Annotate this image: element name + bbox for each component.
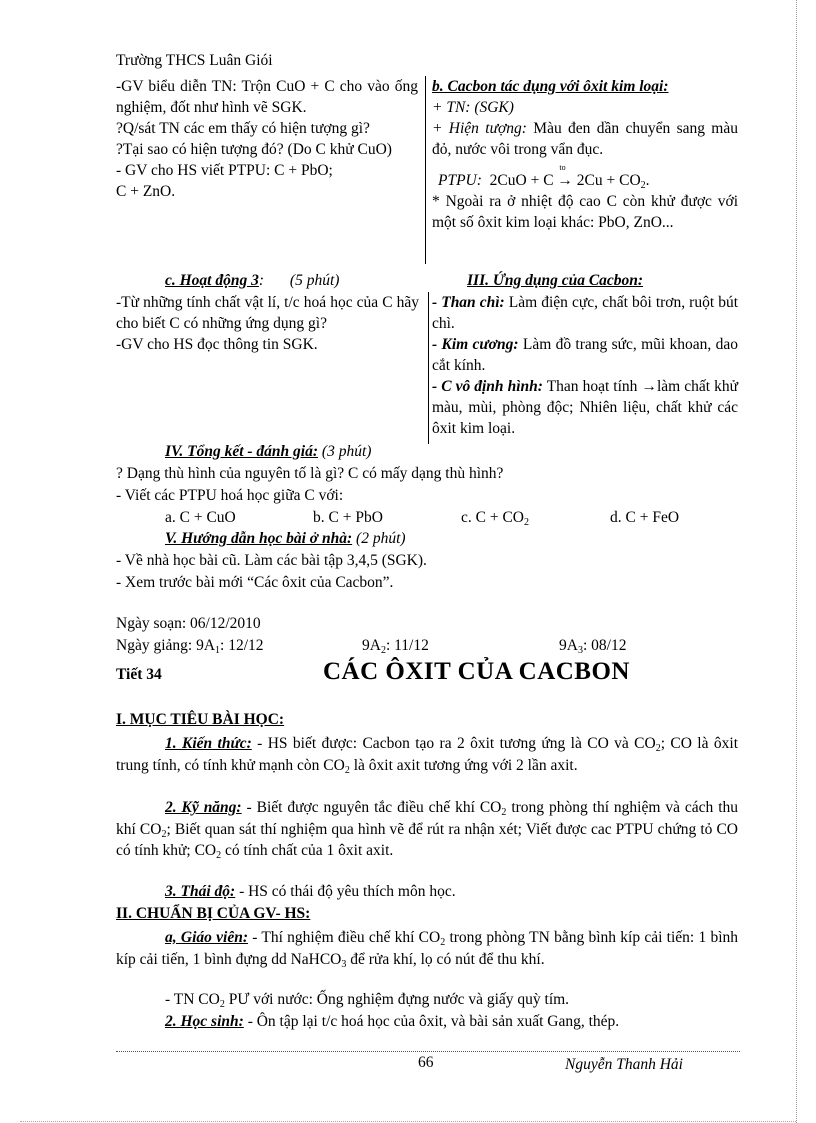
section-b-heading: b. Cacbon tác dụng với ôxit kim loại: <box>432 78 669 95</box>
homework-line-1: - Về nhà học bài cũ. Làm các bài tập 3,4,5 (SGK). <box>116 552 427 569</box>
table1-left-line: C + ZnO. <box>116 183 176 200</box>
class2-name: 9A <box>362 637 381 654</box>
teacher-text-b: trong phòng TN bằng bình kíp cải tiến: 1 bình kíp cải tiến, 1 bình đựng dd NaHCO <box>116 929 738 968</box>
teacher-label: a, Giáo viên: <box>165 929 248 946</box>
option-c-sub: 2 <box>524 517 529 528</box>
skills-text-d: có tính chất của 1 ôxit axit. <box>221 842 394 859</box>
author-name: Nguyễn Thanh Hải <box>565 1056 683 1073</box>
summary-option-c <box>461 509 529 527</box>
prep-date: Ngày soạn: 06/12/2010 <box>116 615 261 632</box>
table2-left-line: -GV cho HS đọc thông tin SGK. <box>116 336 318 353</box>
class3-name: 9A <box>559 637 578 654</box>
teach-date-class2 <box>362 637 429 655</box>
summary-question-2: - Viết các PTPU hoá học giữa C với: <box>116 487 344 504</box>
class1-sub: 1 <box>215 645 221 656</box>
diamond-text: Làm đồ trang sức, mũi khoan, dao cắt kính. <box>432 336 738 374</box>
footer-divider <box>116 1051 740 1052</box>
page-number: 66 <box>418 1054 434 1071</box>
summary-option-a: a. C + CuO <box>165 509 236 526</box>
arrow-icon: → <box>557 172 573 189</box>
teach-date-class3 <box>559 637 626 655</box>
phenomenon-label: + Hiện tượng: <box>432 120 527 137</box>
activity3-time: (5 phút) <box>289 272 340 289</box>
skills-sub-3: 2 <box>216 850 222 861</box>
table1-left-line: -GV biểu diễn TN: Trộn CuO + C cho vào ống nghiệm, đốt như hình vẽ SGK. <box>116 78 418 116</box>
homework-heading <box>165 530 406 548</box>
objective-knowledge <box>116 733 738 776</box>
skills-text-b: trong phòng thí nghiệm và cách thu khí CO <box>116 799 739 838</box>
heat-condition: to <box>559 163 566 172</box>
student-text: - Ôn tập lại t/c hoá học của ôxit, và bài sản xuất Gang, thép. <box>243 1013 620 1030</box>
preparation-teacher <box>116 927 738 970</box>
preparation-tn <box>165 991 569 1009</box>
teacher-sub-2: 3 <box>341 958 347 970</box>
table1-left-line: ?Tại sao có hiện tượng đó? (Do C khử CuO) <box>116 141 392 158</box>
summary-option-d: d. C + FeO <box>610 509 680 526</box>
phenomenon-text: Màu đen dần chuyển sang màu đỏ, nước vôi trong vẩn đục. <box>432 120 738 158</box>
amorphous-text: Than hoạt tính →làm chất khử màu, mùi, phòng độc; Nhiên liệu, chất khử các ôxit kim loại. <box>432 378 738 437</box>
ptpu-label: PTPU: <box>438 172 482 189</box>
table1-left <box>116 76 418 202</box>
table1-left-line: ?Q/sát TN các em thấy có hiện tượng gì? <box>116 120 370 137</box>
skills-label: 2. Kỹ năng: <box>165 799 242 816</box>
table2-divider <box>428 292 429 444</box>
objective-skills <box>116 797 738 862</box>
attitude-label: 3. Thái độ: <box>165 883 236 900</box>
knowledge-label: 1. Kiến thức: <box>165 735 252 752</box>
class2-date: : 11/12 <box>385 637 429 654</box>
class3-sub: 3 <box>577 645 583 656</box>
skills-text-c: ; Biết quan sát thí nghiệm qua hình vẽ để rút ra nhận xét; Viết được cac PTPU chứng tỏ CO có tính khử; CO <box>116 820 739 859</box>
summary-option-b: b. C + PbO <box>313 509 383 526</box>
summary-question-1: ? Dạng thù hình của nguyên tố là gì? C có mấy dạng thù hình? <box>116 465 504 482</box>
skills-sub-2: 2 <box>161 828 167 840</box>
phenomenon <box>432 118 738 160</box>
page-edge-line <box>796 0 797 1123</box>
ptpu-equation <box>432 163 738 191</box>
homework-time: (2 phút) <box>356 530 406 547</box>
teach-label: Ngày giảng: 9A <box>116 637 216 654</box>
teacher-sub-1: 2 <box>440 937 446 948</box>
summary-label: IV. Tổng kết - đánh giá: <box>165 443 319 460</box>
activity3-label: c. Hoạt động 3 <box>165 272 259 289</box>
skills-sub-1: 2 <box>501 807 507 818</box>
knowledge-text-a: - HS biết được: Cacbon tạo ra 2 ôxit tương ứng là CO và CO <box>251 735 656 752</box>
ptpu-arrow-group <box>557 163 573 191</box>
preparation-heading: II. CHUẨN BỊ CỦA GV- HS: <box>116 905 311 922</box>
summary-heading <box>165 443 371 461</box>
summary-time: (3 phút) <box>321 443 372 460</box>
objective-attitude <box>165 883 456 901</box>
application-amorphous <box>432 376 738 439</box>
table2-right <box>432 292 738 439</box>
teach-date-class1 <box>116 637 264 655</box>
ptpu-lhs: 2CuO + C <box>489 172 554 189</box>
objectives-heading: I. MỤC TIÊU BÀI HỌC: <box>116 711 285 728</box>
tn-sgk: + TN: (SGK) <box>432 99 514 116</box>
class3-date: : 08/12 <box>582 637 627 654</box>
page-bottom-line <box>20 1121 796 1122</box>
option-c-text: c. C + CO <box>461 509 524 526</box>
class1-date: : 12/12 <box>220 637 264 654</box>
diamond-label: - Kim cương: <box>432 336 519 353</box>
activity3-colon: : <box>258 272 265 289</box>
amorphous-label: - C vô định hình: <box>432 378 543 395</box>
application-graphite <box>432 292 738 334</box>
table1-divider <box>425 76 426 264</box>
table2-left-line: -Từ những tính chất vật lí, t/c hoá học của C hãy cho biết C có những ứng dụng gì? <box>116 294 419 332</box>
student-label: 2. Học sinh: <box>165 1013 244 1030</box>
lesson-title: CÁC ÔXIT CỦA CACBON <box>323 658 630 685</box>
knowledge-sub-1: 2 <box>655 743 661 754</box>
class2-sub: 2 <box>380 645 386 656</box>
attitude-text: - HS có thái độ yêu thích môn học. <box>235 883 456 900</box>
graphite-label: - Than chì: <box>432 294 505 311</box>
teacher-text-a: - Thí nghiệm điều chế khí CO <box>247 929 441 946</box>
ptpu-sub: 2 <box>640 180 646 191</box>
knowledge-sub-2: 2 <box>344 764 350 776</box>
table1-right <box>432 76 738 233</box>
other-oxides-note: * Ngoài ra ở nhiệt độ cao C còn khử được với một số ôxit kim loại khác: PbO, ZnO... <box>432 193 738 231</box>
school-header: Trường THCS Luân Giói <box>116 52 273 69</box>
tn-text-b: PƯ với nước: Ống nghiệm đựng nước và giấy quỳ tím. <box>224 991 570 1008</box>
tn-sub: 2 <box>219 999 225 1010</box>
application-diamond <box>432 334 738 376</box>
ptpu-end: . <box>645 172 650 189</box>
homework-line-2: - Xem trước bài mới “Các ôxit của Cacbon”. <box>116 574 394 591</box>
homework-label: V. Hướng dẫn học bài ở nhà: <box>165 530 353 547</box>
graphite-text: Làm điện cực, chất bôi trơn, ruột bút chì. <box>432 294 739 332</box>
table2-left <box>116 292 419 355</box>
knowledge-text-b: ; CO là ôxit trung tính, có tính khử mạnh còn CO <box>116 735 738 774</box>
table1-left-line: - GV cho HS viết PTPU: C + PbO; <box>116 162 333 179</box>
knowledge-text-c: là ôxit axit tương ứng với 2 lần axit. <box>349 756 578 774</box>
lesson-number: Tiết 34 <box>116 666 162 683</box>
section-iii-heading: III. Ứng dụng của Cacbon: <box>467 272 644 289</box>
tn-text-a: - TN CO <box>165 991 220 1008</box>
teacher-text-c: để rửa khí, lọ có nút để thu khí. <box>346 950 545 968</box>
ptpu-rhs: 2Cu + CO <box>576 172 641 189</box>
skills-text-a: - Biết được nguyên tắc điều chế khí CO <box>241 799 502 816</box>
preparation-student <box>165 1013 619 1031</box>
activity3-heading <box>165 272 339 290</box>
